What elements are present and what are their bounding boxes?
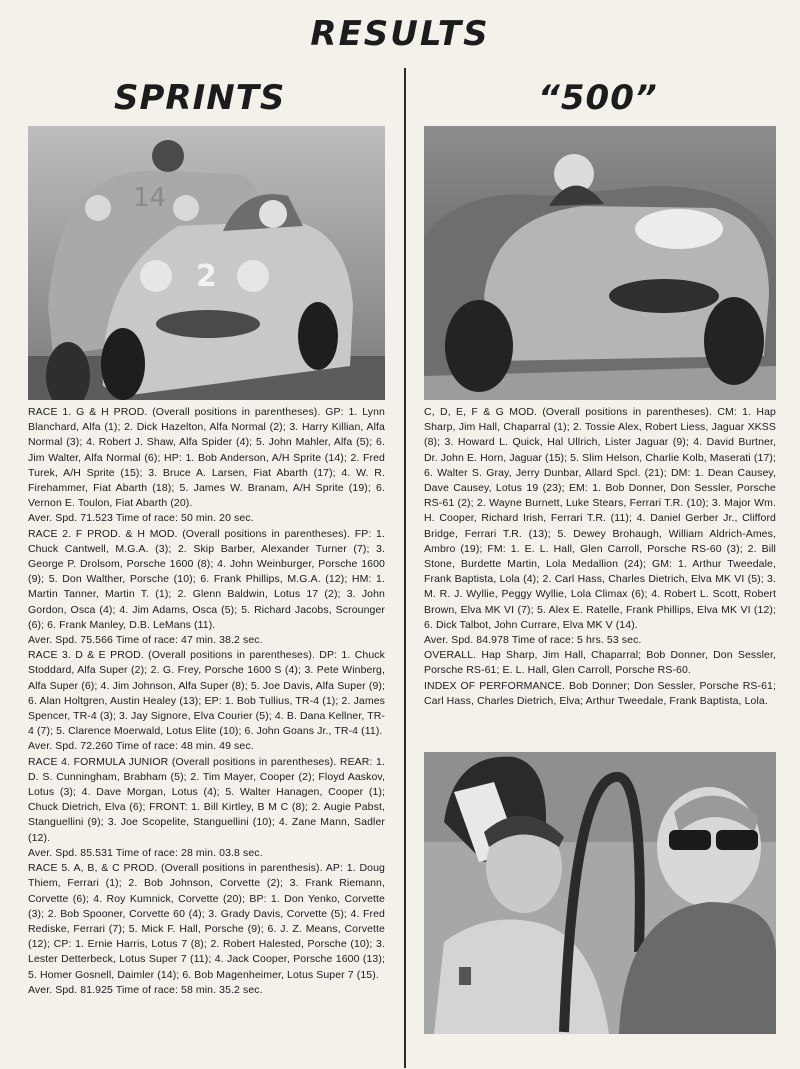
race4-results: RACE 4. FORMULA JUNIOR (Overall positions in parentheses). REAR: 1. D. S. Cunningham, Brabham (5); 2. Tim Mayer, Cooper (2); Floyd Aaskov, Lotus (3); 4. Dave Morgan, Lotus (4); 5. Walter Hanagen, Cooper (1); Chuck Dietrich, Elva (6); FRONT: 1. Bill Kirtley, B M C (8); 2. Augie Pabst, Stanguellini (9); 3. Joe Scopelite, Stanguellini (10); 4. Zane Mann, Sadler (12). (28, 755, 385, 844)
race5-average: Aver. Spd. 81.925 Time of race: 58 min. 35.2 sec. (28, 983, 263, 996)
race4-average: Aver. Spd. 85.531 Time of race: 28 min. 03.8 sec. (28, 846, 263, 859)
race500-results (424, 405, 776, 709)
page-title: RESULTS (310, 14, 490, 54)
mod-average: Aver. Spd. 84.978 Time of race: 5 hrs. 53 sec. (424, 634, 642, 647)
race3-average: Aver. Spd. 72.260 Time of race: 48 min. 49 sec. (28, 740, 254, 753)
sprints-heading: SPRINTS (114, 78, 286, 118)
front-car-number: 2 (196, 259, 217, 294)
race5-results: RACE 5. A, B, & C PROD. (Overall positions in parenthesis). AP: 1. Doug Thiem, Ferrari (1); 2. Bob Johnson, Corvette (2); 3. Frank Riemann, Corvette (6); 4. Roy Kumnick, Corvette (20); BP: 1. Don Yenko, Corvette (3); 2. Bob Spooner, Corvette 60 (4); 3. Grady Davis, Corvette (5); 4. Fred Rediske, Ferrari (7); 5. Mick F. Hall, Porsche (9); 6. J. Z. Means, Corvette (12); CP: 1. Ernie Harris, Lotus 7 (8); 2. Robert Halested, Porsche (10); 3. Lester Detterbeck, Lotus Super 7 (11); 4. Jack Cooper, Porsche 1600 (13); 5. Homer Gosnell, Daimler (14); 6. Bob Magenheimer, Lotus Super 7 (15). (28, 862, 385, 981)
index-of-performance: INDEX OF PERFORMANCE. Bob Donner; Don Sessler, Porsche RS-61; Carl Hass, Charles Dietrich, Elva; Arthur Tweedale, Frank Baptista, Lola. (424, 679, 776, 707)
race1-results: RACE 1. G & H PROD. (Overall positions in parentheses). GP: 1. Lynn Blanchard, Alfa (1); 2. Dick Hazelton, Alfa Normal (2); 3. Harry Killian, Alfa Normal (3); 4. Robert J. Shaw, Alfa Spider (4); 5. John Mahler, Alfa (5); 6. Jim Walter, Alfa Normal (6); HP: 1. Bob Anderson, A/H Sprite (14); 2. Fred Turek, A/H Sprite (15); 3. Bruce A. Larsen, Fiat Abarth (17); 4. W. R. Firehammer, Fiat Abarth (18); 5. James W. Branam, A/H Sprite (19); 6. Vernon E. Toulon, Fiat Abarth (20). (28, 406, 385, 510)
race3-results: RACE 3. D & E PROD. (Overall positions in parentheses). DP: 1. Chuck Stoddard, Alfa Super (2); 2. G. Frey, Porsche 1600 S (4); 3. Pete Winberg, Alfa Super (6); 4. Jim Johnson, Alfa Super (8); 5. Joe Davis, Alfa Super (9); 6. Alan Holtgren, Austin Healey (13); EP: 1. Bob Tullius, TR-4 (1); 2. James Spencer, TR-4 (3); 3. Jay Signore, Elva Courier (5); 4. B. Dana Kellner, TR-4 (7); 5. Clarence Moerwald, Lotus Elite (10); 6. John Goans Jr., TR-4 (11). (28, 649, 385, 738)
race2-average: Aver. Spd. 75.566 Time of race: 47 min. 38.2 sec. (28, 634, 263, 647)
drivers-photo (424, 752, 776, 1034)
mod-results: C, D, E, F & G MOD. (Overall positions in parentheses). CM: 1. Hap Sharp, Jim Hall, Chaparral (1); 2. Tossie Alex, Robert Liess, Jaguar XKSS (8); 3. Howard L. Quick, Hal Ullrich, Lister Jaguar (9); 4. David Burtner, Dr. John E. Horn, Jaguar (15); 5. Slim Helson, Charlie Kolb, Maserati (17); 6. Walter S. Gray, Jerry Dunbar, Allard Spcl. (21); DM: 1. Dean Causey, Dave Causey, Lotus 19 (23); EM: 1. Bob Donner, Don Sessler, Porsche RS-61 (2); 2. Wayne Burnett, Luke Stears, Ferrari T.R. (10); 3. Major Wm. H. Cooper, Richard Irish, Ferrari T.R. (11); 4. Daniel Gerber Jr., Clifford Bridge, Ferrari T.R. (13); 5. Dewey Brohaugh, William Aldrich-Ames, Ambro (19); FM: 1. E. L. Hall, Glen Carroll, Porsche RS-60 (3); 2. Bill Stone, Burdette Martin, Lola Medallion (24); GM: 1. Arthur Tweedale, Frank Baptista, Lola (4); 2. Carl Hass, Charles Dietrich, Elva MK VI (5); 3. M. R. J. Wyllie, Peggy Wyllie, Lola Climax (6); 4. Robert L. Scott, Robert Brown, Elva MK VI (7); 5. Alex E. Ratelle, Frank Phillips, Elva MK VI (12); 6. Dick Talbot, John Currare, Elva MK V (14). (424, 406, 776, 631)
overall-results: OVERALL. Hap Sharp, Jim Hall, Chaparral; Bob Donner, Don Sessler, Porsche RS-61; E. L. Hall, Glen Carroll, Porsche RS-60. (424, 649, 776, 677)
sprints-results (28, 405, 385, 998)
back-car-number: 14 (133, 183, 167, 213)
column-divider (404, 68, 406, 1068)
race1-average: Aver. Spd. 71.523 Time of race: 50 min. 20 sec. (28, 512, 254, 525)
race2-results: RACE 2. F PROD. & H MOD. (Overall positions in parentheses). FP: 1. Chuck Cantwell, M.G.A. (3); 2. Skip Barber, Alexander Turner (7); 3. George P. Drolsom, Porsche 1600 (8); 4. John Weinburger, Porsche 1600 (9); 5. Don Walther, Porsche (10); 6. Frank Phillips, M.G.A. (12); HM: 1. Martin Tanner, Martin T. (1); 2. Glenn Baldwin, Lotus 17 (2); 3. John Gordon, Osca (4); 4. Jim Adams, Osca (5); 5. Richard Jacobs, Scrounger (6); 6. Frank Manley, D.B. LeMans (11). (28, 527, 385, 631)
race500-car-photo (424, 126, 776, 400)
sprints-cars-photo (28, 126, 385, 400)
race500-heading: “500” (538, 78, 658, 118)
